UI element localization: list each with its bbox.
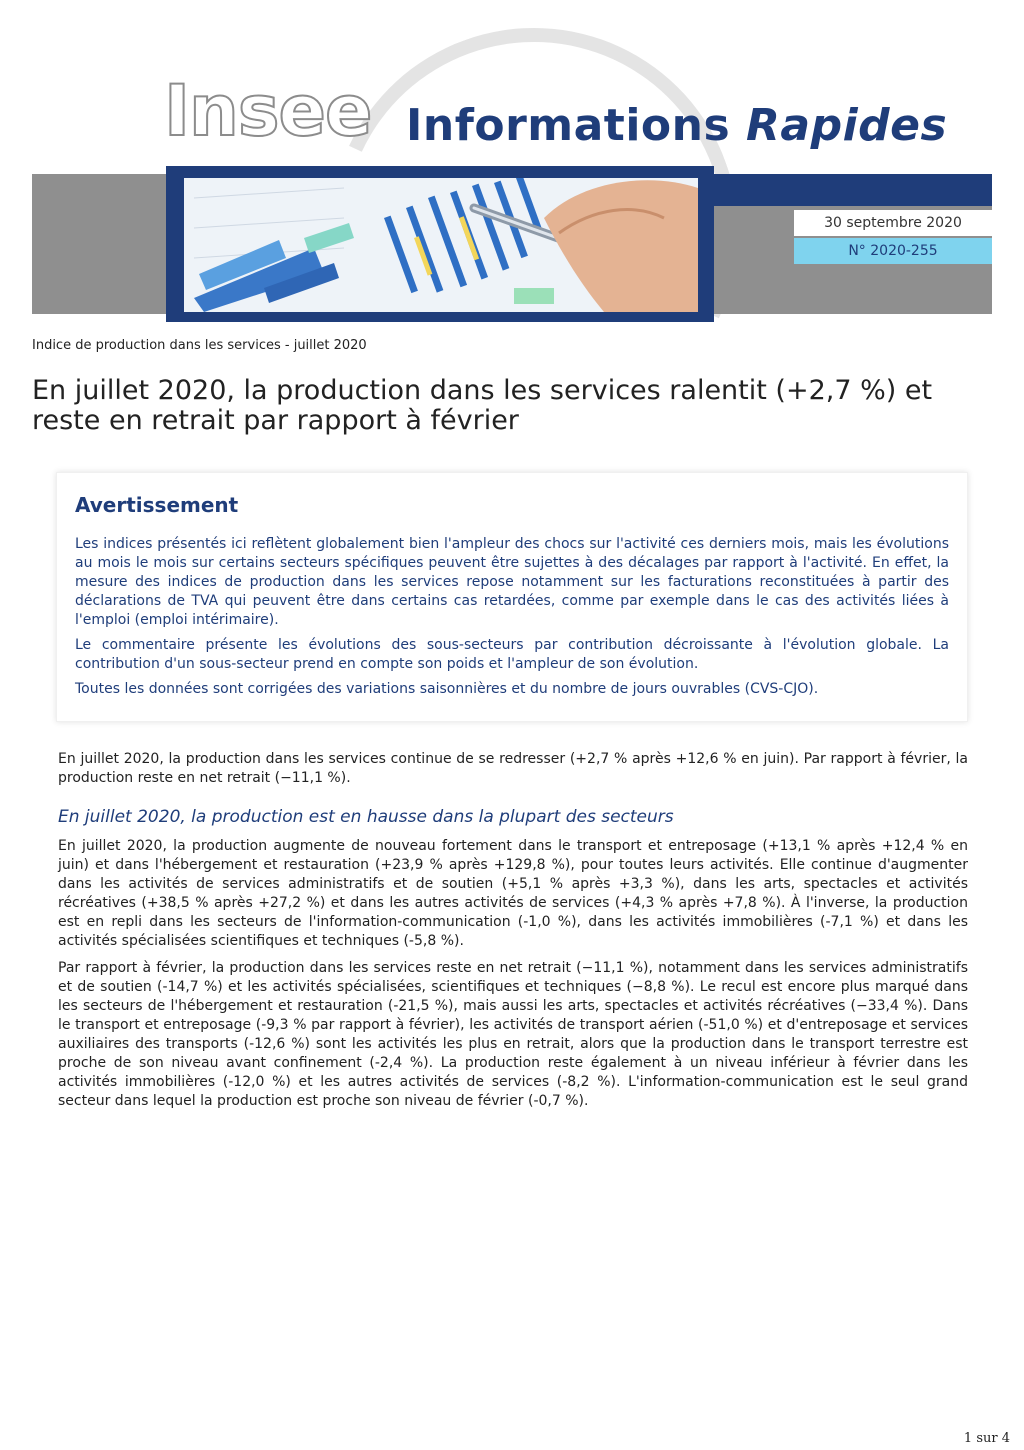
section-heading: En juillet 2020, la production est en hausse dans la plupart des secteurs (58, 807, 674, 827)
publication-date: 30 septembre 2020 (794, 210, 992, 236)
body-paragraph: En juillet 2020, la production augmente de nouveau fortement dans le transport et entreposage (+13,1 % après +12,4 % en juin) et dans l'hébergement et restauration (+23,9 % après +129,8 %), pour toutes leurs activités. Elle continue d'augmenter dans les activités de services administratifs et de soutien (+5,1 % après +3,3 %), dans les arts, spectacles et activités récréatives (+38,5 % après +27,2 %) et dans les autres activités de services (+4,3 % après +7,8 %). À l'inverse, la production est en repli dans les secteurs de l'information-communication (-1,0 %), dans les activités immobilières (-7,1 %) et dans les activités spécialisées scientifiques et techniques (-5,8 %). (58, 838, 968, 949)
header-photo (184, 178, 698, 312)
warning-title: Avertissement (75, 493, 239, 517)
document-title: En juillet 2020, la production dans les services ralentit (+2,7 %) et reste en retrait par rapport à février (32, 375, 933, 436)
logo-informations: Informations (406, 100, 731, 151)
intro-paragraph: En juillet 2020, la production dans les services continue de se redresser (+2,7 % après +12,6 % en juin). Par rapport à février, la production reste en net retrait (−11,1 %). (58, 751, 968, 786)
warning-body (75, 535, 949, 705)
logo-rapides: Rapides (746, 100, 948, 151)
insee-logo: Insee (164, 70, 372, 152)
main-content (58, 750, 968, 1119)
publication-title-logo (406, 100, 948, 151)
document-subtitle: Indice de production dans les services - juillet 2020 (32, 338, 367, 353)
publication-number: N° 2020-255 (794, 238, 992, 264)
chart-photo-illustration (184, 178, 698, 312)
warning-paragraph: Le commentaire présente les évolutions des sous-secteurs par contribution décroissante à l'évolution globale. La contribution d'un sous-secteur prend en compte son poids et l'ampleur de son évolution. (75, 637, 949, 672)
warning-box (56, 472, 968, 722)
warning-paragraph: Toutes les données sont corrigées des variations saisonnières et du nombre de jours ouvrables (CVS-CJO). (75, 681, 819, 697)
body-paragraph: Par rapport à février, la production dans les services reste en net retrait (−11,1 %), notamment dans les services administratifs et de soutien (-14,7 %) et les activités spécialisées, scientifiques et techniques (−8,8 %). Le recul est encore plus marqué dans les secteurs de l'hébergement et restauration (-21,5 %), mais aussi les arts, spectacles et activités récréatives (−33,4 %). Dans le transport et entreposage (-9,3 % par rapport à février), les activités de transport aérien (-51,0 %) et d'entreposage et services auxiliaires des transports (-12,6 %) sont les activités les plus en retrait, alors que la production dans le transport terrestre est proche de son niveau avant confinement (-2,4 %). La production reste également à un niveau inférieur à février dans les activités immobilières (-12,0 %) et les autres activités de services (-8,2 %). L'information-communication est le seul grand secteur dans lequel la production est proche son niveau de février (-0,7 %). (58, 960, 968, 1109)
warning-paragraph: Les indices présentés ici reflètent globalement bien l'ampleur des chocs sur l'activité ces derniers mois, mais les évolutions au mois le mois sur certains secteurs spécifiques peuvent être sujettes à des décalages par rapport à l'activité. En effet, la mesure des indices de production dans les services repose notamment sur les facturations reconstituées à partir des déclarations de TVA qui peuvent être dans certains cas retardées, comme par exemple dans le cas des activités liées à l'emploi (emploi intérimaire). (75, 536, 949, 628)
page-number: 1 sur 4 (963, 1431, 1010, 1446)
